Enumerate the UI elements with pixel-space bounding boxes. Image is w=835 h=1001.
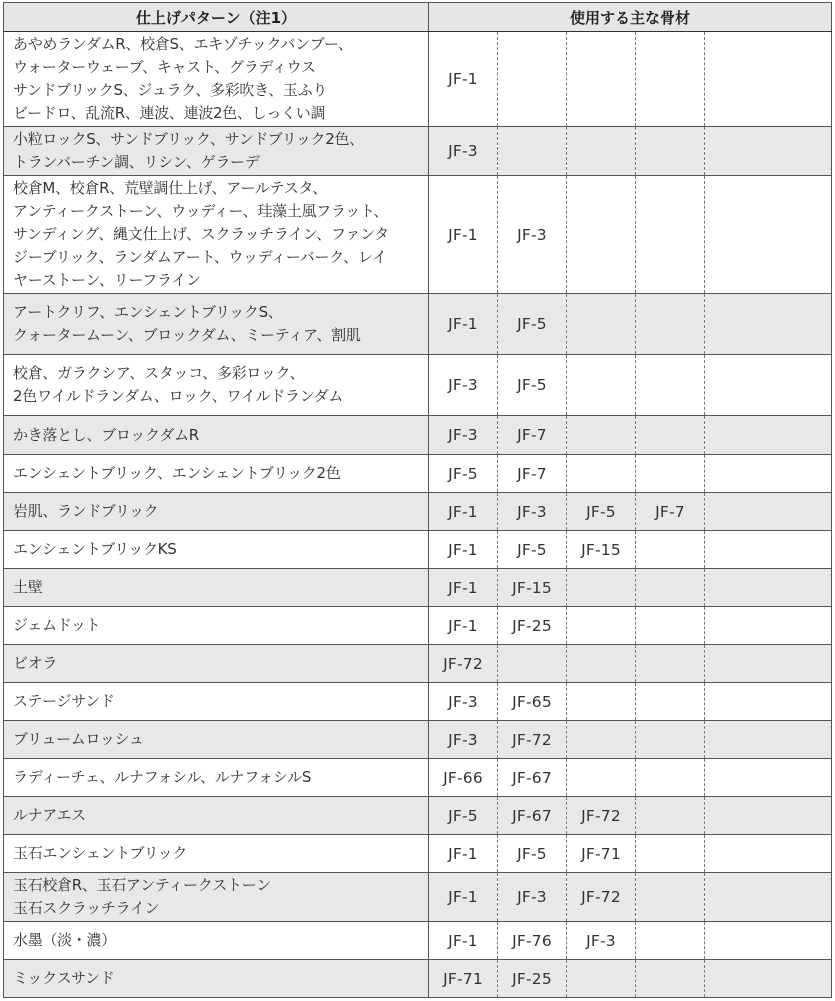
aggregate-cell: JF-1 — [429, 607, 498, 645]
aggregate-cell: JF-3 — [429, 721, 498, 759]
aggregate-cell: JF-5 — [567, 493, 636, 531]
aggregate-cell: JF-1 — [429, 873, 498, 922]
aggregate-cell: JF-15 — [498, 569, 567, 607]
aggregate-cell: JF-72 — [498, 721, 567, 759]
aggregate-cell: JF-25 — [498, 960, 567, 998]
aggregate-cell: JF-5 — [498, 355, 567, 416]
aggregate-cell: JF-7 — [498, 416, 567, 455]
aggregate-cell — [705, 355, 832, 416]
table-row — [4, 127, 832, 176]
aggregate-cell — [567, 127, 636, 176]
aggregate-cell: JF-3 — [498, 176, 567, 294]
pattern-cell: 岩肌、ランドブリック — [4, 493, 429, 531]
aggregate-cell — [636, 922, 705, 960]
table-row — [4, 797, 832, 835]
aggregate-cell — [705, 294, 832, 355]
aggregate-cell: JF-1 — [429, 493, 498, 531]
aggregate-cell: JF-3 — [429, 355, 498, 416]
aggregate-cell — [705, 416, 832, 455]
aggregate-cell: JF-1 — [429, 32, 498, 127]
aggregate-cell — [567, 721, 636, 759]
aggregate-cell — [636, 960, 705, 998]
aggregate-cell — [567, 645, 636, 683]
aggregate-cell — [705, 569, 832, 607]
aggregate-cell: JF-25 — [498, 607, 567, 645]
aggregate-cell — [705, 797, 832, 835]
aggregate-cell — [567, 960, 636, 998]
aggregate-cell: JF-5 — [498, 835, 567, 873]
table-row — [4, 835, 832, 873]
aggregate-cell — [705, 607, 832, 645]
table-row — [4, 294, 832, 355]
aggregate-cell — [636, 645, 705, 683]
aggregate-cell: JF-3 — [429, 416, 498, 455]
table-row — [4, 607, 832, 645]
table-row — [4, 683, 832, 721]
aggregate-cell — [567, 294, 636, 355]
aggregate-cell — [567, 416, 636, 455]
aggregate-cell: JF-1 — [429, 922, 498, 960]
aggregate-cell: JF-72 — [567, 873, 636, 922]
aggregate-cell: JF-1 — [429, 835, 498, 873]
aggregate-cell — [636, 607, 705, 645]
aggregate-cell: JF-7 — [498, 455, 567, 493]
aggregate-cell — [636, 294, 705, 355]
aggregate-cell — [705, 127, 832, 176]
aggregate-cell — [636, 721, 705, 759]
aggregate-cell — [705, 683, 832, 721]
table-body — [4, 32, 832, 998]
aggregate-cell — [636, 355, 705, 416]
aggregate-cell — [705, 922, 832, 960]
aggregate-cell: JF-3 — [498, 873, 567, 922]
aggregate-cell — [636, 683, 705, 721]
aggregate-cell — [567, 455, 636, 493]
table-row — [4, 455, 832, 493]
aggregate-cell — [567, 607, 636, 645]
aggregate-cell — [567, 569, 636, 607]
aggregate-cell — [567, 683, 636, 721]
table-row — [4, 960, 832, 998]
pattern-cell: ジェムドット — [4, 607, 429, 645]
aggregate-cell: JF-71 — [567, 835, 636, 873]
aggregate-cell: JF-1 — [429, 569, 498, 607]
aggregate-cell: JF-1 — [429, 294, 498, 355]
aggregate-cell: JF-65 — [498, 683, 567, 721]
pattern-cell: 玉石校倉R、玉石アンティークストーン 玉石スクラッチライン — [4, 873, 429, 922]
aggregate-cell: JF-3 — [429, 127, 498, 176]
aggregate-cell — [705, 531, 832, 569]
aggregate-cell — [636, 873, 705, 922]
pattern-cell: ミックスサンド — [4, 960, 429, 998]
table-row — [4, 922, 832, 960]
aggregate-cell — [705, 759, 832, 797]
table-row — [4, 32, 832, 127]
pattern-cell: エンシェントブリックKS — [4, 531, 429, 569]
aggregate-cell — [705, 32, 832, 127]
aggregate-cell — [567, 32, 636, 127]
pattern-cell: ビオラ — [4, 645, 429, 683]
aggregate-cell — [636, 835, 705, 873]
pattern-cell: あやめランダムR、校倉S、エキゾチックバンブー、 ウォーターウェーブ、キャスト、グラディウス サンドブリックS、ジュラク、多彩吹き、玉ふり ビードロ、乱流R、連波、連波2色、しっくい調 — [4, 32, 429, 127]
pattern-cell: エンシェントブリック、エンシェントブリック2色 — [4, 455, 429, 493]
pattern-cell: 土壁 — [4, 569, 429, 607]
aggregate-cell: JF-5 — [498, 294, 567, 355]
table-row — [4, 759, 832, 797]
pattern-cell: ルナアエス — [4, 797, 429, 835]
aggregate-cell: JF-7 — [636, 493, 705, 531]
aggregate-cell: JF-5 — [429, 455, 498, 493]
aggregate-table — [3, 2, 832, 998]
aggregate-cell — [636, 32, 705, 127]
aggregate-cell — [567, 355, 636, 416]
table-row — [4, 493, 832, 531]
aggregate-cell — [705, 721, 832, 759]
aggregate-cell — [567, 176, 636, 294]
aggregate-cell: JF-5 — [498, 531, 567, 569]
aggregate-cell: JF-3 — [567, 922, 636, 960]
pattern-cell: 校倉M、校倉R、荒壁調仕上げ、アールテスタ、 アンティークストーン、ウッディー、珪藻土風フラット、 サンディング、縄文仕上げ、スクラッチライン、ファンタ ジーブリック、ランダムアート、ウッディーバーク、レイ ヤーストーン、リーフライン — [4, 176, 429, 294]
aggregate-cell — [705, 835, 832, 873]
table-header-row — [4, 3, 832, 32]
aggregate-cell: JF-71 — [429, 960, 498, 998]
table-row — [4, 721, 832, 759]
aggregate-cell — [705, 176, 832, 294]
aggregate-cell: JF-15 — [567, 531, 636, 569]
aggregate-cell: JF-72 — [567, 797, 636, 835]
pattern-cell: 水墨（淡・濃） — [4, 922, 429, 960]
pattern-cell: 玉石エンシェントブリック — [4, 835, 429, 873]
aggregate-cell: JF-1 — [429, 531, 498, 569]
aggregate-cell: JF-3 — [429, 683, 498, 721]
aggregate-cell — [636, 797, 705, 835]
pattern-cell: 小粒ロックS、サンドブリック、サンドブリック2色、 トランバーチン調、リシン、ゲラーデ — [4, 127, 429, 176]
aggregate-cell: JF-76 — [498, 922, 567, 960]
table-row — [4, 355, 832, 416]
aggregate-cell — [636, 416, 705, 455]
table-row — [4, 645, 832, 683]
aggregate-cell — [636, 759, 705, 797]
aggregate-cell — [498, 32, 567, 127]
aggregate-cell: JF-66 — [429, 759, 498, 797]
aggregate-cell — [705, 960, 832, 998]
header-pattern: 仕上げパターン（注1） — [4, 3, 429, 32]
aggregate-cell: JF-67 — [498, 797, 567, 835]
aggregate-cell: JF-67 — [498, 759, 567, 797]
aggregate-cell — [498, 645, 567, 683]
table-row — [4, 569, 832, 607]
aggregate-cell — [636, 176, 705, 294]
pattern-cell: ステージサンド — [4, 683, 429, 721]
aggregate-cell — [705, 455, 832, 493]
aggregate-cell — [567, 759, 636, 797]
table-row — [4, 873, 832, 922]
table-row — [4, 176, 832, 294]
pattern-cell: ブリュームロッシュ — [4, 721, 429, 759]
pattern-cell: アートクリフ、エンシェントブリックS、 クォータームーン、ブロックダム、ミーティア、割肌 — [4, 294, 429, 355]
pattern-cell: 校倉、ガラクシア、スタッコ、多彩ロック、 2色ワイルドランダム、ロック、ワイルドランダム — [4, 355, 429, 416]
pattern-cell: ラディーチェ、ルナフォシル、ルナフォシルS — [4, 759, 429, 797]
header-aggregate: 使用する主な骨材 — [429, 3, 832, 32]
aggregate-cell — [636, 455, 705, 493]
aggregate-cell: JF-3 — [498, 493, 567, 531]
aggregate-cell — [636, 127, 705, 176]
aggregate-cell — [498, 127, 567, 176]
aggregate-cell — [636, 569, 705, 607]
aggregate-cell: JF-1 — [429, 176, 498, 294]
aggregate-cell — [705, 645, 832, 683]
pattern-cell: かき落とし、ブロックダムR — [4, 416, 429, 455]
table-row — [4, 416, 832, 455]
aggregate-cell — [705, 493, 832, 531]
table-row — [4, 531, 832, 569]
aggregate-cell: JF-5 — [429, 797, 498, 835]
aggregate-cell — [705, 873, 832, 922]
aggregate-cell — [636, 531, 705, 569]
aggregate-cell: JF-72 — [429, 645, 498, 683]
